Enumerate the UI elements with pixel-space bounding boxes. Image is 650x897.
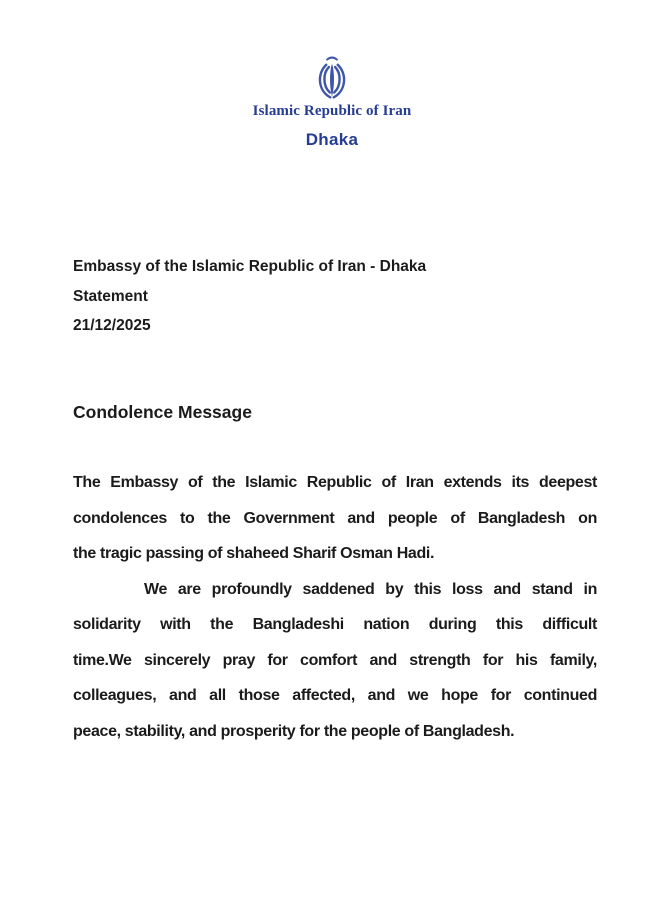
city-name: Dhaka — [305, 130, 359, 149]
letterhead — [14, 55, 650, 150]
document-meta — [73, 252, 426, 341]
doc-date: 21/12/2025 — [73, 317, 151, 334]
body-line: time.We sincerely pray for comfort and strength for his family, — [73, 651, 597, 669]
body-text — [73, 465, 597, 749]
body-line: the tragic passing of shaheed Sharif Osman Hadi. — [73, 545, 435, 562]
doc-type: Statement — [73, 287, 148, 305]
body-line: colleagues, and all those affected, and we hope for continued — [73, 687, 597, 704]
body-line: The Embassy of the Islamic Republic of Iran extends its deepest — [73, 474, 597, 491]
body-line: We are profoundly saddened by this loss and stand in — [144, 580, 597, 598]
issuer-line: Embassy of the Islamic Republic of Iran - Dhaka — [73, 258, 427, 275]
body-line: solidarity with the Bangladeshi nation during this difficult — [73, 616, 597, 633]
body-line: condolences to the Government and people of Bangladesh on — [73, 509, 597, 527]
iran-national-emblem-icon — [310, 55, 354, 101]
body-line: peace, stability, and prosperity for the people of Bangladesh. — [73, 722, 515, 740]
org-name: Islamic Republic of Iran — [252, 103, 412, 119]
page-title: Condolence Message — [73, 402, 252, 422]
